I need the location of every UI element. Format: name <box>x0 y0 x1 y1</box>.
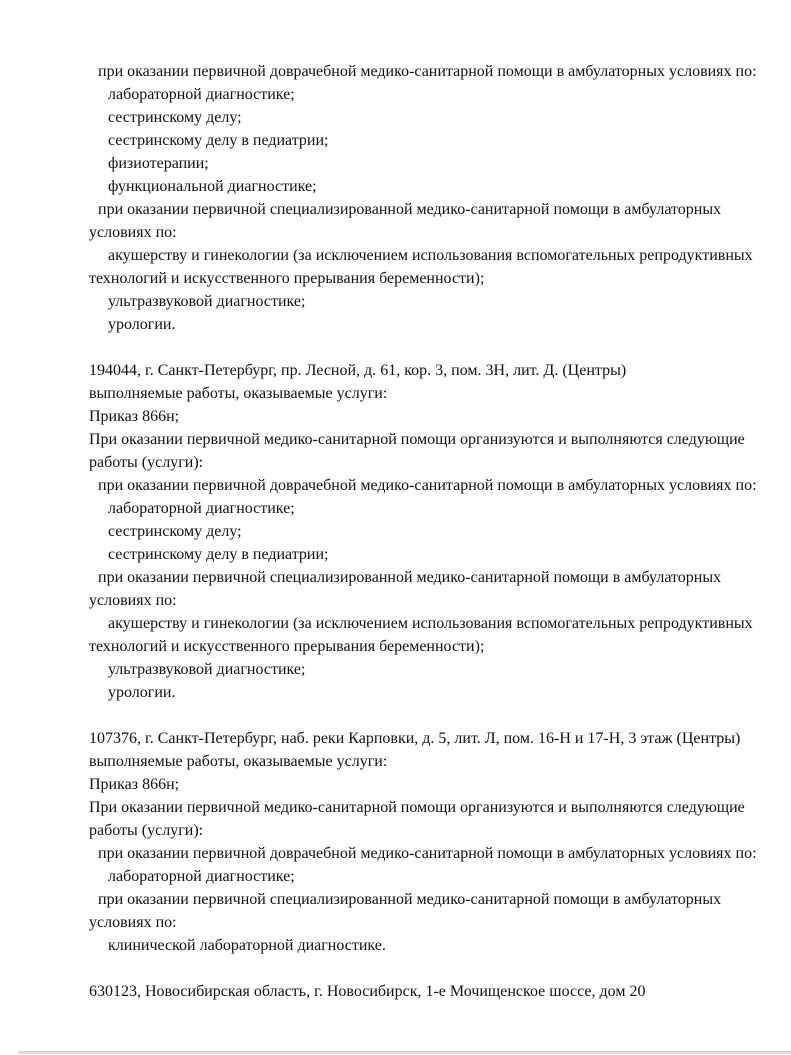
document-line: ультразвуковой диагностике; <box>108 293 306 310</box>
document-line: 107376, г. Санкт-Петербург, наб. реки Карповки, д. 5, лит. Л, пом. 16-Н и 17-Н, 3 этаж (Центры) <box>89 730 741 747</box>
document-line: урологии. <box>108 684 176 701</box>
document-line: сестринскому делу в педиатрии; <box>108 132 329 149</box>
document-line: физиотерапии; <box>108 155 209 172</box>
document-line: при оказании первичной специализированной медико-санитарной помощи в амбулаторных условиях по: <box>89 201 722 241</box>
document-line: Приказ 866н; <box>89 408 180 425</box>
document-line: при оказании первичной специализированной медико-санитарной помощи в амбулаторных условиях по: <box>89 891 722 931</box>
document-line: функциональной диагностике; <box>108 178 317 195</box>
document-line: при оказании первичной доврачебной медико-санитарной помощи в амбулаторных условиях по: <box>98 845 757 862</box>
document-line: акушерству и гинекологии (за исключением использования вспомогательных репродуктивных технологий и искусственного прерывания беременности); <box>89 247 753 287</box>
blank-line <box>89 957 757 980</box>
blank-line <box>89 704 757 727</box>
document-text-body <box>89 60 757 1003</box>
document-line: 630123, Новосибирская область, г. Новосибирск, 1-е Мочищенское шоссе, дом 20 <box>89 983 646 1000</box>
document-line: сестринскому делу; <box>108 109 242 126</box>
blank-line <box>89 336 757 359</box>
document-line: При оказании первичной медико-санитарной помощи организуются и выполняются следующие работы (услуги): <box>89 799 745 839</box>
document-line: урологии. <box>108 316 176 333</box>
document-line: При оказании первичной медико-санитарной помощи организуются и выполняются следующие работы (услуги): <box>89 431 745 471</box>
document-line: Приказ 866н; <box>89 776 180 793</box>
document-line: при оказании первичной доврачебной медико-санитарной помощи в амбулаторных условиях по: <box>98 477 757 494</box>
document-line: лабораторной диагностике; <box>108 500 295 517</box>
document-line: сестринскому делу; <box>108 523 242 540</box>
document-line: лабораторной диагностике; <box>108 868 295 885</box>
horizontal-scrollbar[interactable] <box>18 1051 791 1054</box>
document-line: 194044, г. Санкт-Петербург, пр. Лесной, д. 61, кор. 3, пом. 3Н, лит. Д. (Центры) <box>89 362 627 379</box>
document-line: сестринскому делу в педиатрии; <box>108 546 329 563</box>
document-line: акушерству и гинекологии (за исключением использования вспомогательных репродуктивных технологий и искусственного прерывания беременности); <box>89 615 753 655</box>
document-line: выполняемые работы, оказываемые услуги: <box>89 385 388 402</box>
document-line: лабораторной диагностике; <box>108 86 295 103</box>
document-line: клинической лабораторной диагностике. <box>108 937 386 954</box>
document-line: при оказании первичной доврачебной медико-санитарной помощи в амбулаторных условиях по: <box>98 63 757 80</box>
document-line: ультразвуковой диагностике; <box>108 661 306 678</box>
document-line: выполняемые работы, оказываемые услуги: <box>89 753 388 770</box>
document-line: при оказании первичной специализированной медико-санитарной помощи в амбулаторных условиях по: <box>89 569 722 609</box>
